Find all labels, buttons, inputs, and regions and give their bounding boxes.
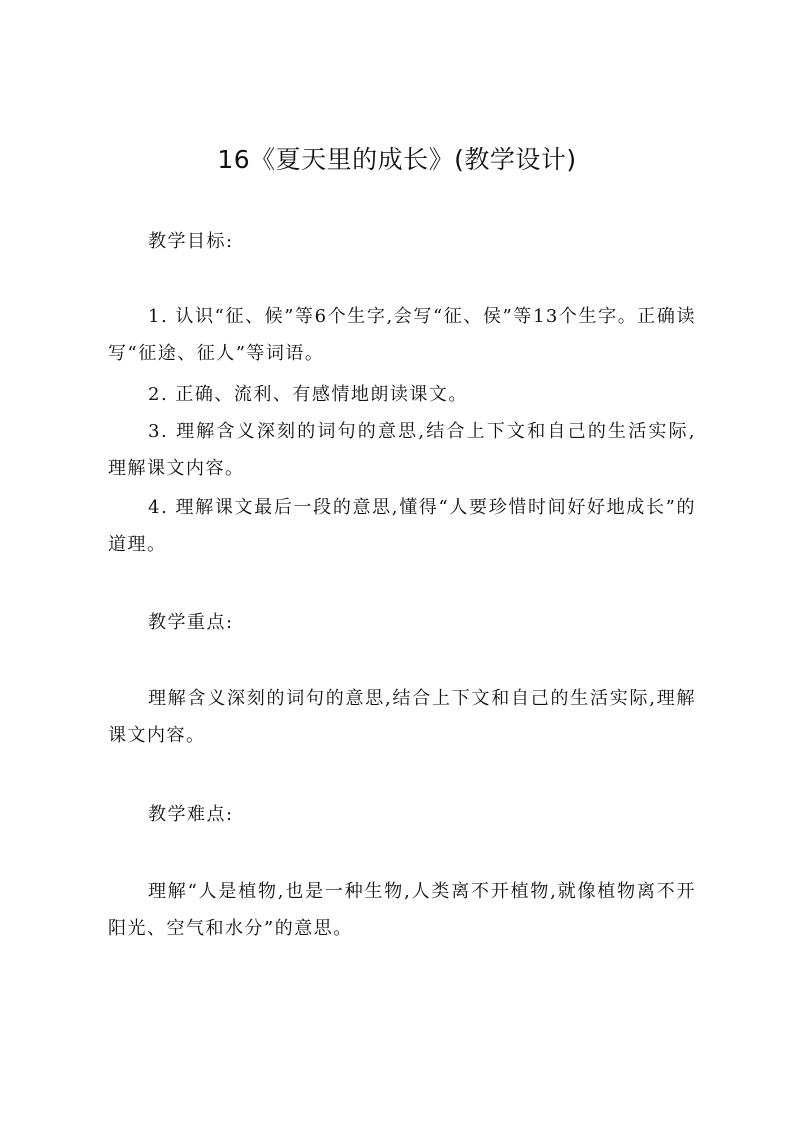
- key-points-body: 理解含义深刻的词句的意思,结合上下文和自己的生活实际,理解课文内容。: [108, 688, 696, 746]
- document-title: 16《夏天里的成长》(教学设计): [217, 145, 577, 174]
- difficulties-heading: 教学难点:: [148, 804, 234, 825]
- objective-item-3: 3. 理解含义深刻的词句的意思,结合上下文和自己的生活实际,理解课文内容。: [108, 421, 696, 479]
- objective-item-1: 1. 认识“征、候”等6个生字,会写“征、侯”等13个生字。正确读写“征途、征人”等词语。: [108, 306, 696, 364]
- objective-item-2: 2. 正确、流利、有感情地朗读课文。: [148, 384, 468, 405]
- difficulties-body: 理解“人是植物,也是一种生物,人类离不开植物,就像植物离不开阳光、空气和水分”的意思。: [108, 881, 696, 939]
- objectives-heading: 教学目标:: [148, 231, 234, 252]
- key-points-heading: 教学重点:: [148, 612, 234, 633]
- objective-item-4: 4. 理解课文最后一段的意思,懂得“人要珍惜时间好好地成长”的道理。: [108, 497, 696, 555]
